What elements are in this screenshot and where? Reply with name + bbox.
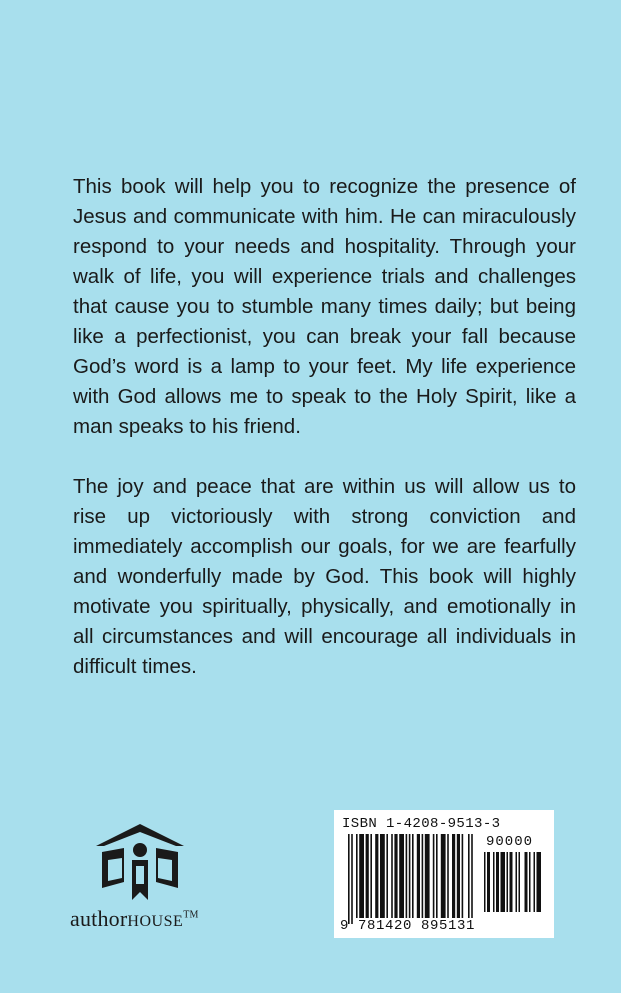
barcode-bar (366, 834, 369, 918)
barcode-bar (484, 852, 486, 912)
barcode-bar (534, 852, 536, 912)
barcode-bar (417, 834, 420, 918)
barcode-bar (436, 834, 438, 918)
ean-number: 9 781420 895131 (340, 918, 476, 934)
blurb-paragraph-1: This book will help you to recognize the presence of Jesus and communicate with him. He can miraculously respond to your needs and hospitality. Through your walk of life, you will experience trials and challenges that cause you to stumble many times daily; but being like a perfectionist, you can break your fall because God’s word is a lamp to your feet. My life experience with God allows me to speak to the Holy Spirit, like a man speaks to his friend. (73, 175, 576, 438)
publisher-name-caps: HOUSE (127, 913, 184, 930)
barcode-bar (412, 834, 414, 918)
barcode-bar (380, 834, 385, 918)
back-cover-blurb (73, 172, 576, 712)
barcode-bar (487, 852, 490, 912)
publisher-name-lower: author (70, 906, 128, 931)
barcode-bar (399, 834, 404, 918)
barcode-bar (507, 852, 509, 912)
house-book-icon (94, 820, 186, 904)
price-addon-label: 90000 (486, 834, 534, 850)
barcode-bar (356, 834, 358, 918)
barcode-bar (501, 852, 506, 912)
barcode-bar (441, 834, 446, 918)
barcode-bar (422, 834, 424, 918)
publisher-name (70, 906, 220, 932)
barcode-bar (375, 834, 378, 918)
barcode-bar (386, 834, 388, 918)
barcode-bar (447, 834, 449, 918)
barcode-bar (471, 834, 473, 918)
barcode-bar (510, 852, 513, 912)
addon-barcode-bars (484, 852, 548, 918)
publisher-logo (70, 820, 220, 940)
barcode-bar (516, 852, 518, 912)
barcode-bar (457, 834, 460, 918)
barcode-bar (394, 834, 397, 918)
isbn-barcode (334, 810, 554, 938)
barcode-bar (391, 834, 393, 918)
barcode-bar (462, 834, 464, 918)
barcode-bar (351, 834, 353, 924)
barcode-bar (519, 852, 521, 912)
barcode-bar (433, 834, 435, 918)
barcode-bar (468, 834, 470, 918)
barcode-bar (425, 834, 430, 918)
isbn-label: ISBN 1-4208-9513-3 (342, 816, 501, 832)
barcode-bar (370, 834, 372, 918)
barcode-bar (359, 834, 364, 918)
barcode-bar (525, 852, 528, 912)
barcode-bar (406, 834, 408, 918)
barcode-bar (452, 834, 455, 918)
barcode-bar (348, 834, 350, 924)
barcode-bar (493, 852, 495, 912)
barcode-bar (537, 852, 542, 912)
barcode-bar (409, 834, 411, 918)
barcode-bar (496, 852, 499, 912)
ean-barcode-bars (348, 834, 482, 924)
blurb-paragraph-2: The joy and peace that are within us will allow us to rise up victoriously with strong conviction and immediately accomplish our goals, for we are fearfully and wonderfully made by God. This book will highly motivate you spiritually, physically, and emotionally in all circumstances and will encourage all individuals in difficult times. (73, 475, 576, 678)
trademark-mark: TM (183, 909, 199, 921)
barcode-bar (529, 852, 531, 912)
